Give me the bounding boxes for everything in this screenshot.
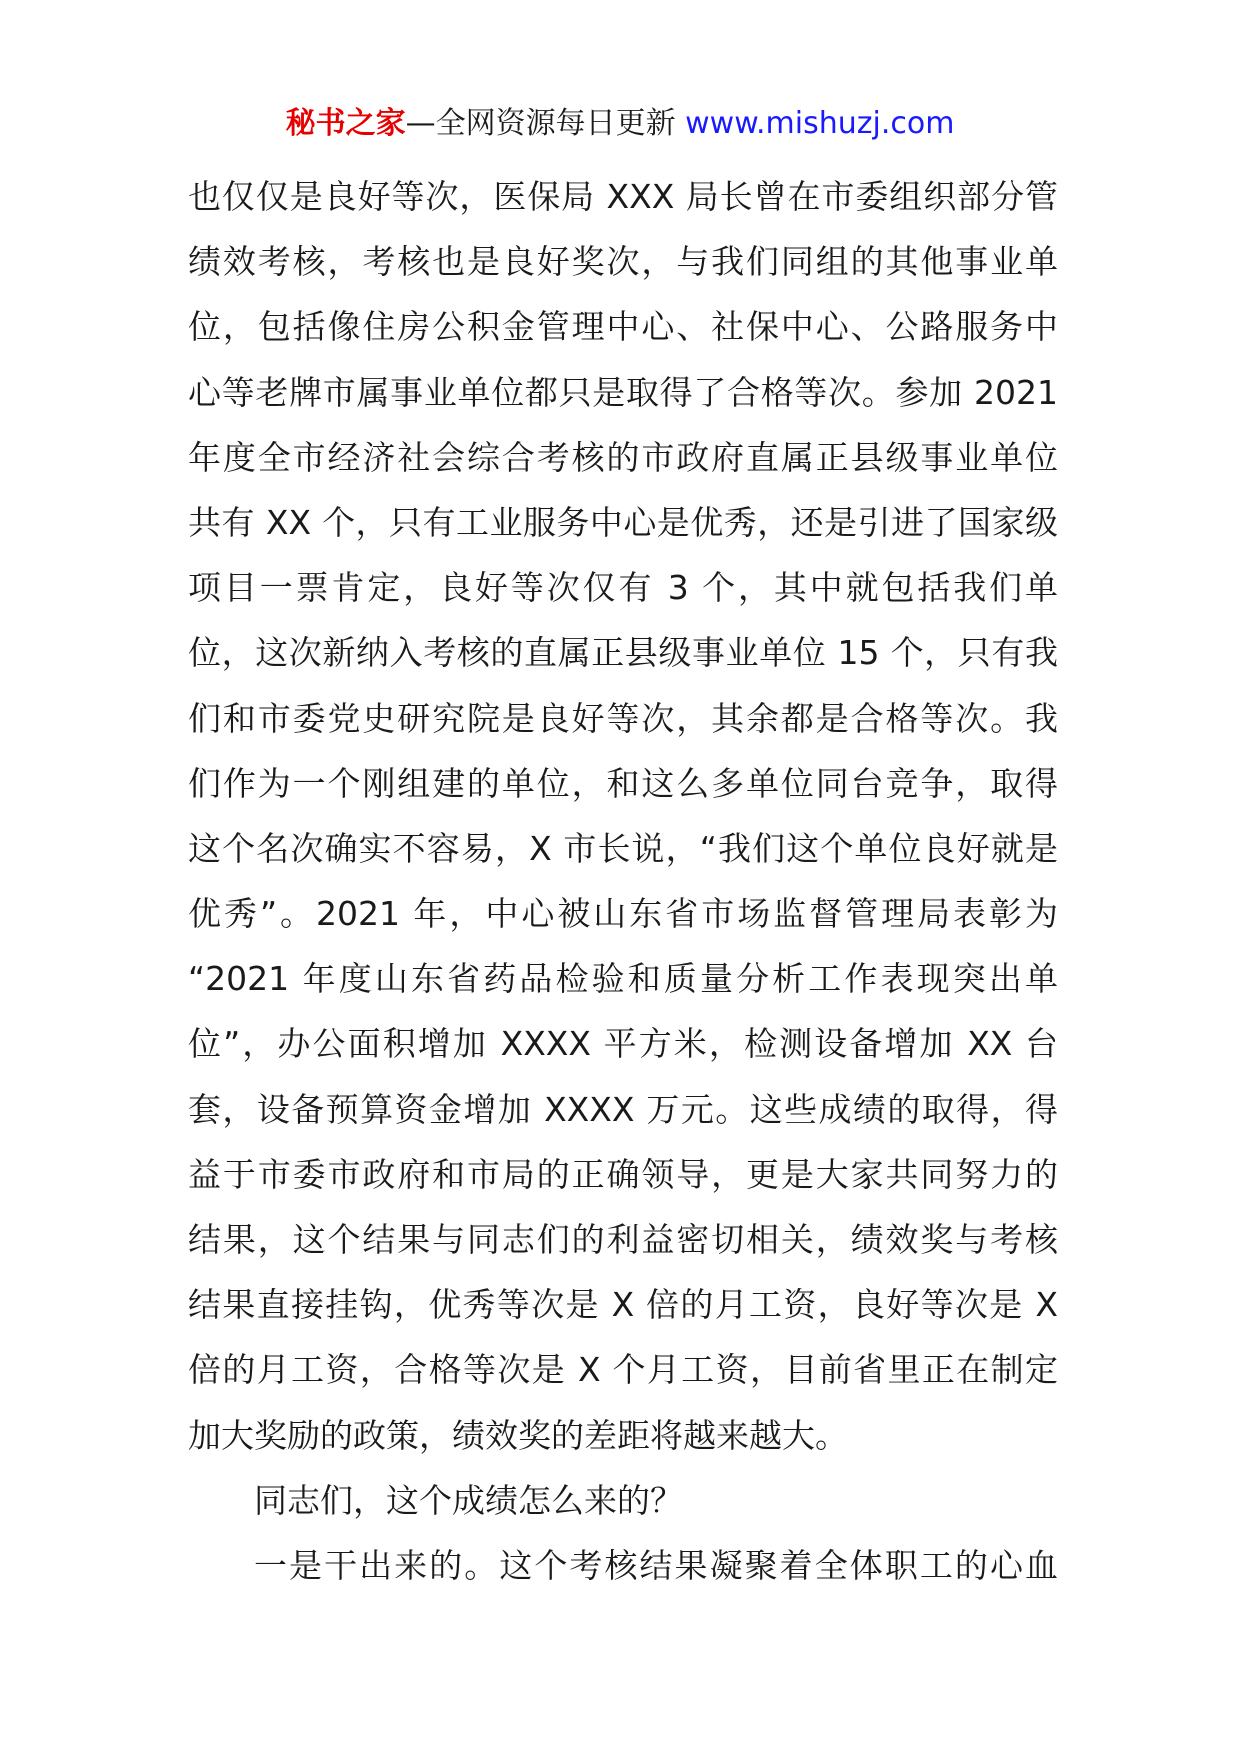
site-url-link[interactable]: www.mishuzj.com — [685, 106, 955, 141]
text-line: “2021 年度山东省药品检验和质量分析工作表现突出单 — [188, 959, 1058, 999]
text-line: 优秀”。2021 年，中心被山东省市场监督管理局表彰为 — [188, 894, 1058, 934]
text-line: 项目一票肯定，良好等次仅有 3 个，其中就包括我们单 — [188, 568, 1058, 608]
paragraph-end-line: 加大奖励的政策，绩效奖的差距将越来越大。 — [188, 1415, 848, 1455]
paragraph-start-line: 一是干出来的。这个考核结果凝聚着全体职工的心血 — [254, 1545, 1058, 1585]
text-line: 也仅仅是良好等次，医保局 XXX 局长曾在市委组织部分管 — [188, 177, 1058, 216]
text-line: 倍的月工资，合格等次是 X 个月工资，目前省里正在制定 — [188, 1350, 1058, 1390]
text-line: 心等老牌市属事业单位都只是取得了合格等次。参加 2021 — [188, 372, 1058, 412]
text-line: 位，这次新纳入考核的直属正县级事业单位 15 个，只有我 — [188, 633, 1058, 673]
text-line: 年度全市经济社会综合考核的市政府直属正县级事业单位 — [188, 437, 1058, 477]
document-body — [188, 164, 1058, 1598]
text-line: 位”，办公面积增加 XXXX 平方米，检测设备增加 XX 台 — [188, 1024, 1058, 1064]
site-header — [0, 104, 1240, 144]
text-line: 这个名次确实不容易，X 市长说，“我们这个单位良好就是 — [188, 828, 1058, 868]
text-line: 们和市委党史研究院是良好等次，其余都是合格等次。我 — [188, 698, 1058, 738]
text-line: 共有 XX 个，只有工业服务中心是优秀，还是引进了国家级 — [188, 502, 1058, 542]
text-line: 绩效考核，考核也是良好奖次，与我们同组的其他事业单 — [188, 242, 1058, 282]
paragraph-line: 同志们，这个成绩怎么来的？ — [254, 1480, 683, 1520]
text-line: 套，设备预算资金增加 XXXX 万元。这些成绩的取得，得 — [188, 1089, 1058, 1129]
text-line: 位，包括像住房公积金管理中心、社保中心、公路服务中 — [188, 307, 1058, 347]
text-line: 们作为一个刚组建的单位，和这么多单位同台竞争，取得 — [188, 763, 1058, 803]
brand-name: 秘书之家 — [285, 106, 406, 141]
text-line: 结果，这个结果与同志们的利益密切相关，绩效奖与考核 — [188, 1220, 1058, 1259]
text-line: 结果直接挂钩，优秀等次是 X 倍的月工资，良好等次是 X — [188, 1285, 1058, 1325]
header-slogan: —全网资源每日更新 — [405, 106, 676, 141]
text-line: 益于市委市政府和市局的正确领导，更是大家共同努力的 — [188, 1154, 1058, 1194]
